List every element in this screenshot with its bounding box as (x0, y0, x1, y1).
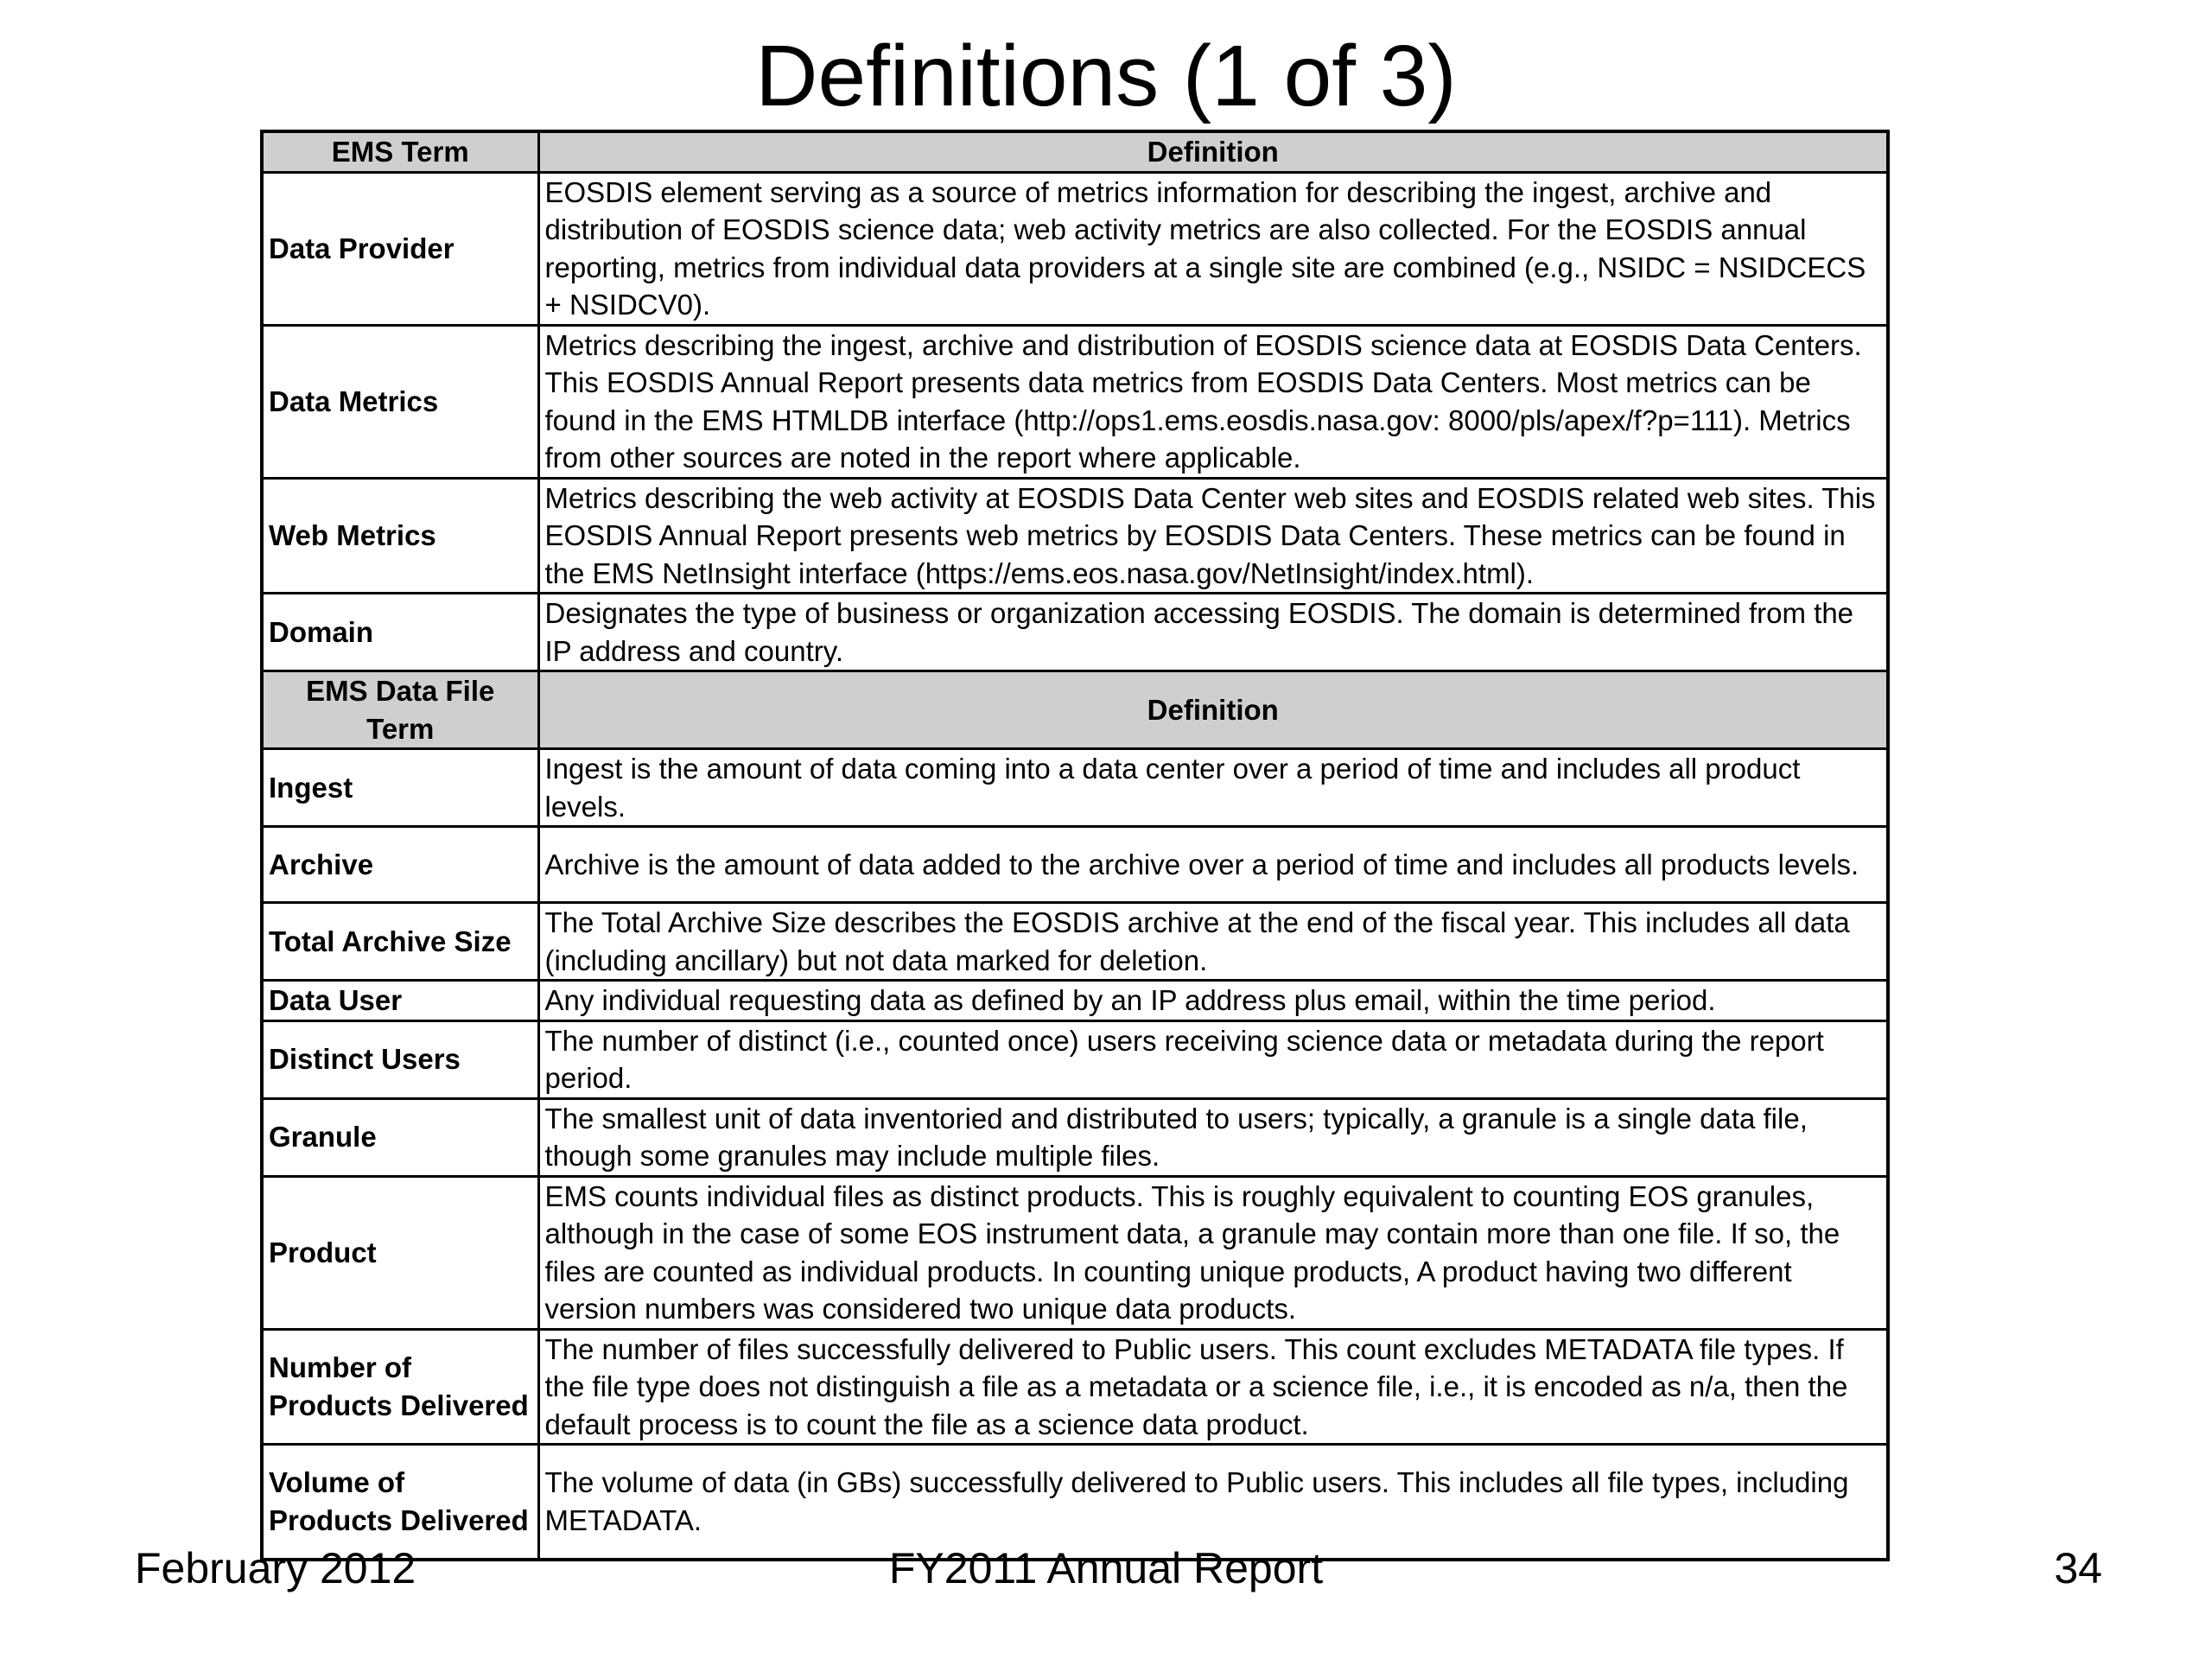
term-cell: Product (262, 1176, 538, 1329)
table-row (262, 1098, 1888, 1176)
definition-cell: EOSDIS element serving as a source of metrics information for describing the ingest, archive and distribution of EOSDIS science data; web activity metrics are also collected. For the EOSDIS annual reporting, metrics from individual data providers at a single site are combined (e.g., NSIDC = NSIDCECS + NSIDCV0). (538, 172, 1888, 325)
header-term: EMS Term (262, 131, 538, 172)
definition-cell: Any individual requesting data as defined by an IP address plus email, within the time period. (538, 981, 1888, 1021)
footer-report-title: FY2011 Annual Report (888, 1544, 1324, 1592)
definition-cell: Metrics describing the ingest, archive and distribution of EOSDIS science data at EOSDIS Data Centers. This EOSDIS Annual Report presents data metrics from EOSDIS Data Centers. Most metrics can be found in the EMS HTMLDB interface (http://ops1.ems.eosdis.nasa.gov: 8000/pls/apex/f?p=111). Metrics from other sources are noted in the report where applicable. (538, 325, 1888, 478)
term-cell: Data Metrics (262, 325, 538, 478)
table-row (262, 903, 1888, 981)
term-cell: Data Provider (262, 172, 538, 325)
definition-cell: EMS counts individual files as distinct products. This is roughly equivalent to counting EOS granules, although in the case of some EOS instrument data, a granule may contain more than one file. If so, the files are counted as individual products. In counting unique products, A product having two different version numbers was considered two unique data products. (538, 1176, 1888, 1329)
table-row (262, 1020, 1888, 1098)
definition-cell: Metrics describing the web activity at EOSDIS Data Center web sites and EOSDIS related web sites. This EOSDIS Annual Report presents web metrics by EOSDIS Data Centers. These metrics can be found in the EMS NetInsight interface (https://ems.eos.nasa.gov/NetInsight/index.html). (538, 478, 1888, 594)
table-row (262, 749, 1888, 827)
term-cell: Distinct Users (262, 1020, 538, 1098)
header-definition: Definition (538, 671, 1888, 749)
definitions-table (260, 130, 1890, 1561)
header-definition: Definition (538, 131, 1888, 172)
header-term: EMS Data File Term (262, 671, 538, 749)
table-row (262, 478, 1888, 594)
definition-cell: The volume of data (in GBs) successfully delivered to Public users. This includes all file types, including METADATA. (538, 1445, 1888, 1560)
term-cell: Web Metrics (262, 478, 538, 594)
table-row (262, 1176, 1888, 1329)
footer-date: February 2012 (135, 1544, 416, 1592)
term-cell: Volume of Products Delivered (262, 1445, 538, 1560)
definition-cell: Ingest is the amount of data coming into a data center over a period of time and includes all product levels. (538, 749, 1888, 827)
table-row (262, 827, 1888, 903)
table-header-row (262, 671, 1888, 749)
definition-cell: The number of distinct (i.e., counted once) users receiving science data or metadata during the report period. (538, 1020, 1888, 1098)
definition-cell: The Total Archive Size describes the EOSDIS archive at the end of the fiscal year. This includes all data (including ancillary) but not data marked for deletion. (538, 903, 1888, 981)
footer-page-number: 34 (2054, 1544, 2102, 1592)
definition-cell: Archive is the amount of data added to the archive over a period of time and includes all products levels. (538, 827, 1888, 903)
table-row (262, 1329, 1888, 1445)
table-row (262, 172, 1888, 325)
slide-title: Definitions (1 of 3) (755, 28, 1457, 124)
table-header-row (262, 131, 1888, 172)
table-row (262, 981, 1888, 1021)
table-row (262, 594, 1888, 671)
term-cell: Granule (262, 1098, 538, 1176)
definition-cell: The smallest unit of data inventoried and distributed to users; typically, a granule is a single data file, though some granules may include multiple files. (538, 1098, 1888, 1176)
table-row (262, 325, 1888, 478)
term-cell: Total Archive Size (262, 903, 538, 981)
term-cell: Ingest (262, 749, 538, 827)
term-cell: Archive (262, 827, 538, 903)
term-cell: Domain (262, 594, 538, 671)
definition-cell: The number of files successfully delivered to Public users. This count excludes METADATA file types. If the file type does not distinguish a file as a metadata or a science file, i.e., it is encoded as n/a, then the default process is to count the file as a science data product. (538, 1329, 1888, 1445)
definition-cell: Designates the type of business or organization accessing EOSDIS. The domain is determined from the IP address and country. (538, 594, 1888, 671)
term-cell: Number of Products Delivered (262, 1329, 538, 1445)
term-cell: Data User (262, 981, 538, 1021)
